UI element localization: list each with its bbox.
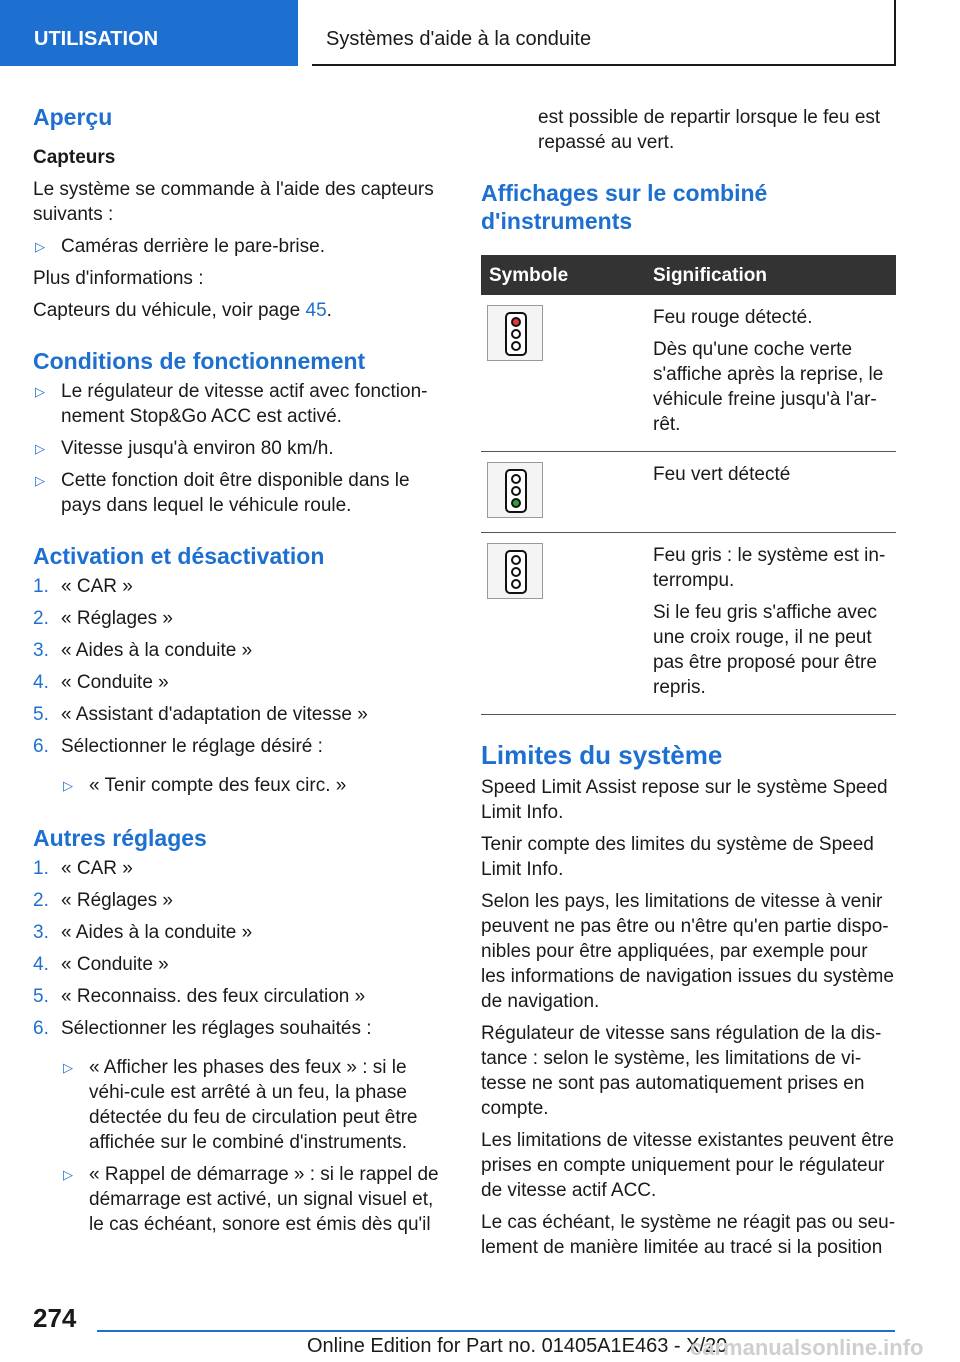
activation-steps [33, 574, 448, 798]
list-item: 6. Sélectionner les réglages souhaités : ▷ « Afficher les phases des feux » : si le véhi-cule est arrêté à un feu, la phase détectée du feu de circulation peut être affichée sur le combiné d'instruments. ▷ « Rappel de démarrage » : si le rappel de démarrage est activé, un signal visuel et, le cas échéant, sonore est émis dès qu'il [33, 1016, 448, 1237]
list-item: 2. « Réglages » [33, 608, 173, 629]
list-item: 1. « CAR » [33, 576, 133, 597]
list-item: 1. « CAR » [33, 858, 133, 879]
autres-steps [33, 856, 448, 1237]
left-column [33, 100, 448, 1237]
heading-apercu: Aperçu [33, 104, 113, 130]
section-label: UTILISATION [0, 0, 298, 66]
meaning-text: Si le feu gris s'affiche avec une croix rouge, il ne peut pas être proposé pour être repris. [653, 602, 878, 698]
heading-limites: Limites du système [481, 740, 723, 770]
list-item: ▷ Le régulateur de vitesse actif avec fonction-nement Stop&Go ACC est activé. [33, 379, 448, 429]
traffic-light-red-icon [487, 305, 543, 361]
symbol-table [481, 255, 896, 715]
limites-para: Les limitations de vitesse existantes peuvent être prises en compte uniquement pour le régulateur de vitesse actif ACC. [481, 1130, 894, 1201]
ref-text: Capteurs du véhicule, voir page [33, 300, 306, 321]
limites-para: Speed Limit Assist repose sur le système Speed Limit Info. [481, 777, 888, 823]
list-item: ▷ « Tenir compte des feux circ. » [61, 773, 448, 798]
col-header-symbol: Symbole [481, 255, 645, 295]
table-row [481, 452, 896, 533]
apercu-more: Plus d'informations : [33, 268, 204, 289]
edition-text: Online Edition for Part no. 01405A1E463 - X/20 [307, 1335, 728, 1357]
limites-para: Le cas échéant, le système ne réagit pas ou seu-lement de manière limitée au tracé si la position [481, 1212, 896, 1258]
autres-sub-list [61, 1055, 448, 1237]
continuation-text: est possible de repartir lorsque le feu est repassé au vert. [538, 107, 881, 153]
meaning-text: Feu rouge détecté. [653, 307, 813, 328]
heading-affichages: Affichages sur le combiné d'instruments [481, 180, 768, 234]
list-item: 2. « Réglages » [33, 890, 173, 911]
heading-conditions: Conditions de fonctionnement [33, 348, 366, 374]
heading-activation: Activation et désactivation [33, 543, 325, 569]
list-item: ▷ « Rappel de démarrage » : si le rappel de démarrage est activé, un signal visuel et, le cas échéant, sonore est émis dès qu'il [61, 1162, 448, 1237]
subheading-capteurs: Capteurs [33, 147, 116, 168]
limites-para: Régulateur de vitesse sans régulation de la dis-tance : selon le système, les limitations de vi-tesse ne sont pas automatiquement prises en compte. [481, 1023, 882, 1119]
apercu-intro: Le système se commande à l'aide des capteurs suivants : [33, 179, 434, 225]
list-item: 3. « Aides à la conduite » [33, 640, 253, 661]
chapter-title: Systèmes d'aide à la conduite [312, 0, 896, 66]
table-row [481, 533, 896, 715]
list-item: 6. Sélectionner le réglage désiré : ▷ « Tenir compte des feux circ. » [33, 734, 448, 798]
meaning-text: Feu gris : le système est in-terrompu. [653, 545, 886, 591]
conditions-list [33, 379, 448, 518]
list-item: ▷ Vitesse jusqu'à environ 80 km/h. [33, 436, 448, 461]
list-item: ▷ « Afficher les phases des feux » : si le véhi-cule est arrêté à un feu, la phase détectée du feu de circulation peut être affichée sur le combiné d'instruments. [61, 1055, 448, 1155]
table-row [481, 295, 896, 452]
activation-sub-list [61, 773, 448, 798]
list-item: ▷ Caméras derrière le pare-brise. [33, 234, 448, 259]
apercu-ref [33, 298, 448, 323]
list-item: ▷ Cette fonction doit être disponible dans le pays dans lequel le véhicule roule. [33, 468, 448, 518]
limites-para: Selon les pays, les limitations de vitesse à venir peuvent ne pas être ou n'être qu'en partie dispo-nibles pour être appliquées, par exemple pour les informations de navigation issues du système de navigation. [481, 891, 894, 1012]
list-item: 5. « Reconnaiss. des feux circulation » [33, 986, 366, 1007]
meaning-text: Dès qu'une coche verte s'affiche après la reprise, le véhicule freine jusqu'à l'ar-rêt. [653, 339, 884, 435]
watermark: carmanualsonline.info [690, 1335, 924, 1360]
heading-autres: Autres réglages [33, 825, 207, 851]
list-item: 3. « Aides à la conduite » [33, 922, 253, 943]
list-item: 5. « Assistant d'adaptation de vitesse » [33, 704, 368, 725]
ref-end: . [326, 300, 332, 321]
list-item: 4. « Conduite » [33, 672, 169, 693]
page-number: 274 [33, 1303, 77, 1333]
traffic-light-grey-icon [487, 543, 543, 599]
apercu-list [33, 234, 448, 259]
meaning-text: Feu vert détecté [653, 464, 791, 485]
list-item: 4. « Conduite » [33, 954, 169, 975]
traffic-light-green-icon [487, 462, 543, 518]
footer-divider [97, 1330, 895, 1332]
page-link[interactable]: 45 [305, 300, 327, 321]
page-header [0, 0, 960, 66]
right-column [481, 105, 896, 1260]
limites-para: Tenir compte des limites du système de Speed Limit Info. [481, 834, 874, 880]
col-header-meaning: Signification [645, 255, 896, 295]
